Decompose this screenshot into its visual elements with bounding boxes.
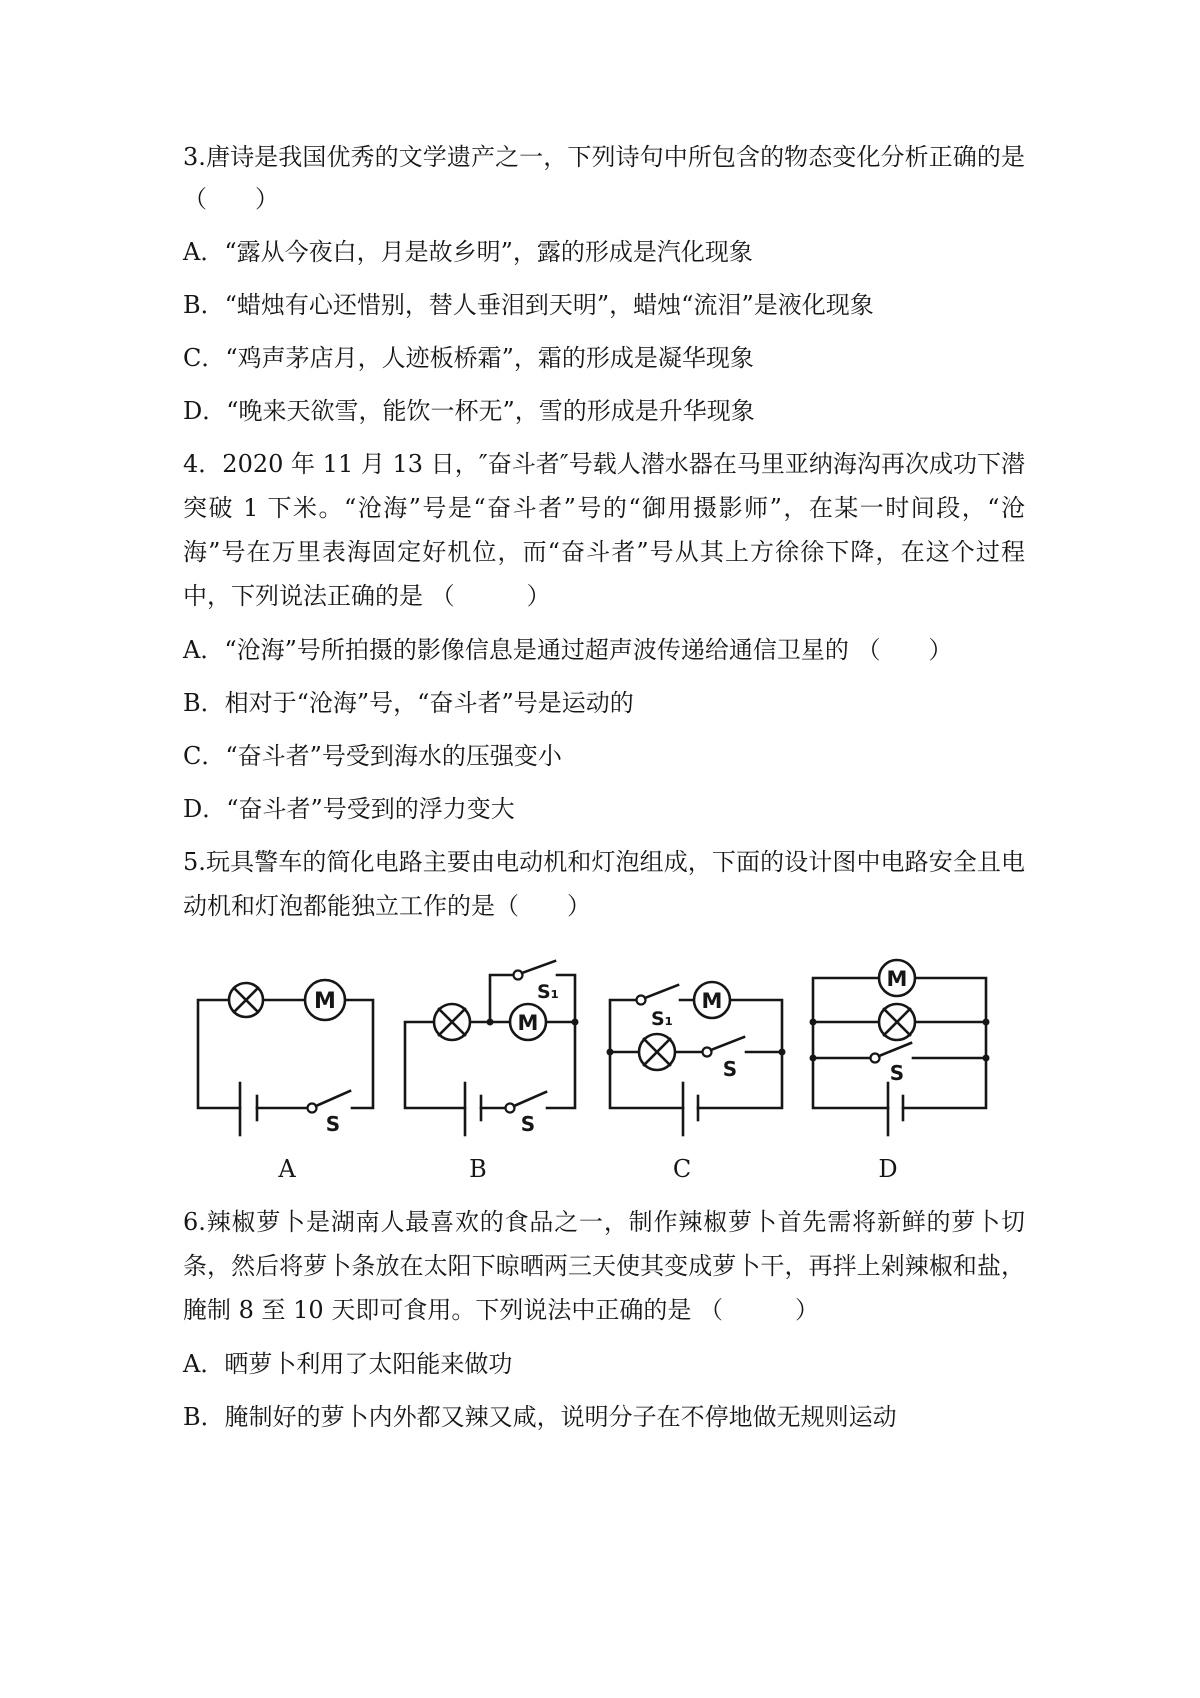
junction-dot <box>607 1049 614 1056</box>
switch-label: S <box>889 1061 905 1085</box>
circuit-a-switch <box>308 1091 351 1136</box>
switch-lever <box>711 1037 744 1050</box>
q3-option-a: A．“露从今夜白，月是故乡明”，露的形成是汽化现象 <box>183 238 753 266</box>
q6-stem-line-2: 条，然后将萝卜条放在太阳下晾晒两三天使其变成萝卜干，再拌上剁辣椒和盐， <box>183 1252 1025 1280</box>
switch-pivot <box>514 971 523 980</box>
q5-stem-line-1: 5.玩具警车的简化电路主要由电动机和灯泡组成，下面的设计图中电路安全且电 <box>183 848 1025 876</box>
q3-option-b: B．“蜡烛有心还惜别，替人垂泪到天明”，蜡烛“流泪”是液化现象 <box>183 291 874 319</box>
q4-stem-line-3: 海”号在万里表海固定好机位，而“奋斗者”号从其上方徐徐下降，在这个过程 <box>183 538 1025 566</box>
q4-stem-line-2: 突破 1 下米。“沧海”号是“奋斗者”号的“御用摄影师”，在某一时间段，“沧 <box>183 494 1025 522</box>
junction-dot <box>572 1019 579 1026</box>
circuit-d <box>810 960 990 1183</box>
circuit-c-battery <box>683 1083 698 1135</box>
switch-pivot <box>703 1048 712 1057</box>
circuit-b-lamp <box>434 1004 470 1040</box>
circuit-c-label: C <box>672 1155 692 1183</box>
q3-stem-line-1: 3.唐诗是我国优秀的文学遗产之一，下列诗句中所包含的物态变化分析正确的是 <box>183 143 1025 171</box>
circuit-a-battery <box>240 1083 257 1135</box>
q4-option-d: D．“奋斗者”号受到的浮力变大 <box>183 795 515 823</box>
switch-lever <box>514 1092 546 1106</box>
q3-option-c: C．“鸡声茅店月，人迹板桥霜”，霜的形成是凝华现象 <box>183 344 754 372</box>
junction-dot <box>810 1055 817 1062</box>
circuit-c-motor <box>694 982 730 1018</box>
circuit-a-lamp <box>229 983 263 1017</box>
q4-stem-line-4: 中，下列说法正确的是 （ ） <box>183 582 551 610</box>
q4-stem-line-1: 4．2020 年 11 月 13 日，″奋斗者″号载人潜水器在马里亚纳海沟再次成功下潜 <box>183 450 1025 478</box>
q3-answer-bracket: （ ） <box>183 185 279 213</box>
circuit-d-switch <box>871 1043 912 1085</box>
switch-lever <box>645 985 678 998</box>
motor-label: M <box>314 989 336 1014</box>
junction-dot <box>983 1055 990 1062</box>
switch-pivot <box>308 1104 317 1113</box>
switch-lever <box>522 961 555 973</box>
q6-stem-line-1: 6.辣椒萝卜是湖南人最喜欢的食品之一，制作辣椒萝卜首先需将新鲜的萝卜切 <box>183 1208 1025 1236</box>
switch-pivot <box>506 1104 515 1113</box>
motor-label: M <box>701 989 723 1013</box>
junction-dot <box>810 1019 817 1026</box>
circuit-a-label: A <box>278 1155 296 1183</box>
switch-pivot <box>637 996 646 1005</box>
switch-label: S <box>520 1112 536 1136</box>
motor-label: M <box>886 967 908 991</box>
circuit-c-wires <box>610 1000 782 1108</box>
junction-dot <box>779 1049 786 1056</box>
switch-label: S <box>325 1112 341 1136</box>
circuit-a-motor <box>305 980 345 1020</box>
circuit-c-lamp <box>639 1034 675 1070</box>
circuit-b <box>405 961 579 1183</box>
junction-dot <box>487 1019 494 1026</box>
circuit-c <box>607 982 786 1183</box>
circuit-b-label: B <box>469 1155 487 1183</box>
circuit-c-branch-switch <box>637 985 679 1030</box>
q6-stem-line-3: 腌制 8 至 10 天即可食用。下列说法中正确的是 （ ） <box>183 1296 819 1324</box>
q6-option-b: B．腌制好的萝卜内外都又辣又咸，说明分子在不停地做无规则运动 <box>183 1403 897 1431</box>
q3-option-d: D．“晚来天欲雪，能饮一杯无”，雪的形成是升华现象 <box>183 397 755 425</box>
motor-label: M <box>517 1011 539 1035</box>
circuit-b-motor <box>510 1004 546 1040</box>
circuit-b-battery <box>465 1083 481 1135</box>
circuit-d-motor <box>879 960 915 996</box>
switch-label: S₁ <box>536 981 560 1003</box>
circuit-diagrams-figure <box>180 945 1010 1190</box>
circuit-d-wires <box>813 978 986 1108</box>
q4-option-a: A．“沧海”号所拍摄的影像信息是通过超声波传递给通信卫星的 （ ） <box>183 636 953 664</box>
circuit-d-battery <box>888 1083 903 1135</box>
circuit-b-branch-switch <box>514 961 560 1003</box>
circuit-c-switch <box>703 1037 745 1081</box>
switch-pivot <box>871 1054 880 1063</box>
circuit-a <box>198 980 373 1183</box>
switch-label: S₁ <box>650 1008 674 1030</box>
switch-lever <box>879 1043 911 1056</box>
switch-label: S <box>722 1057 738 1081</box>
q5-stem-line-2: 动机和灯泡都能独立工作的是（ ） <box>183 892 591 920</box>
switch-lever <box>316 1091 350 1106</box>
q4-option-c: C．“奋斗者”号受到海水的压强变小 <box>183 742 562 770</box>
circuit-d-lamp <box>879 1004 915 1040</box>
circuit-d-label: D <box>878 1155 898 1183</box>
junction-dot <box>983 1019 990 1026</box>
q6-option-a: A．晒萝卜利用了太阳能来做功 <box>183 1350 513 1378</box>
circuit-b-switch <box>506 1092 547 1136</box>
q4-option-b: B．相对于“沧海”号，“奋斗者”号是运动的 <box>183 689 634 717</box>
